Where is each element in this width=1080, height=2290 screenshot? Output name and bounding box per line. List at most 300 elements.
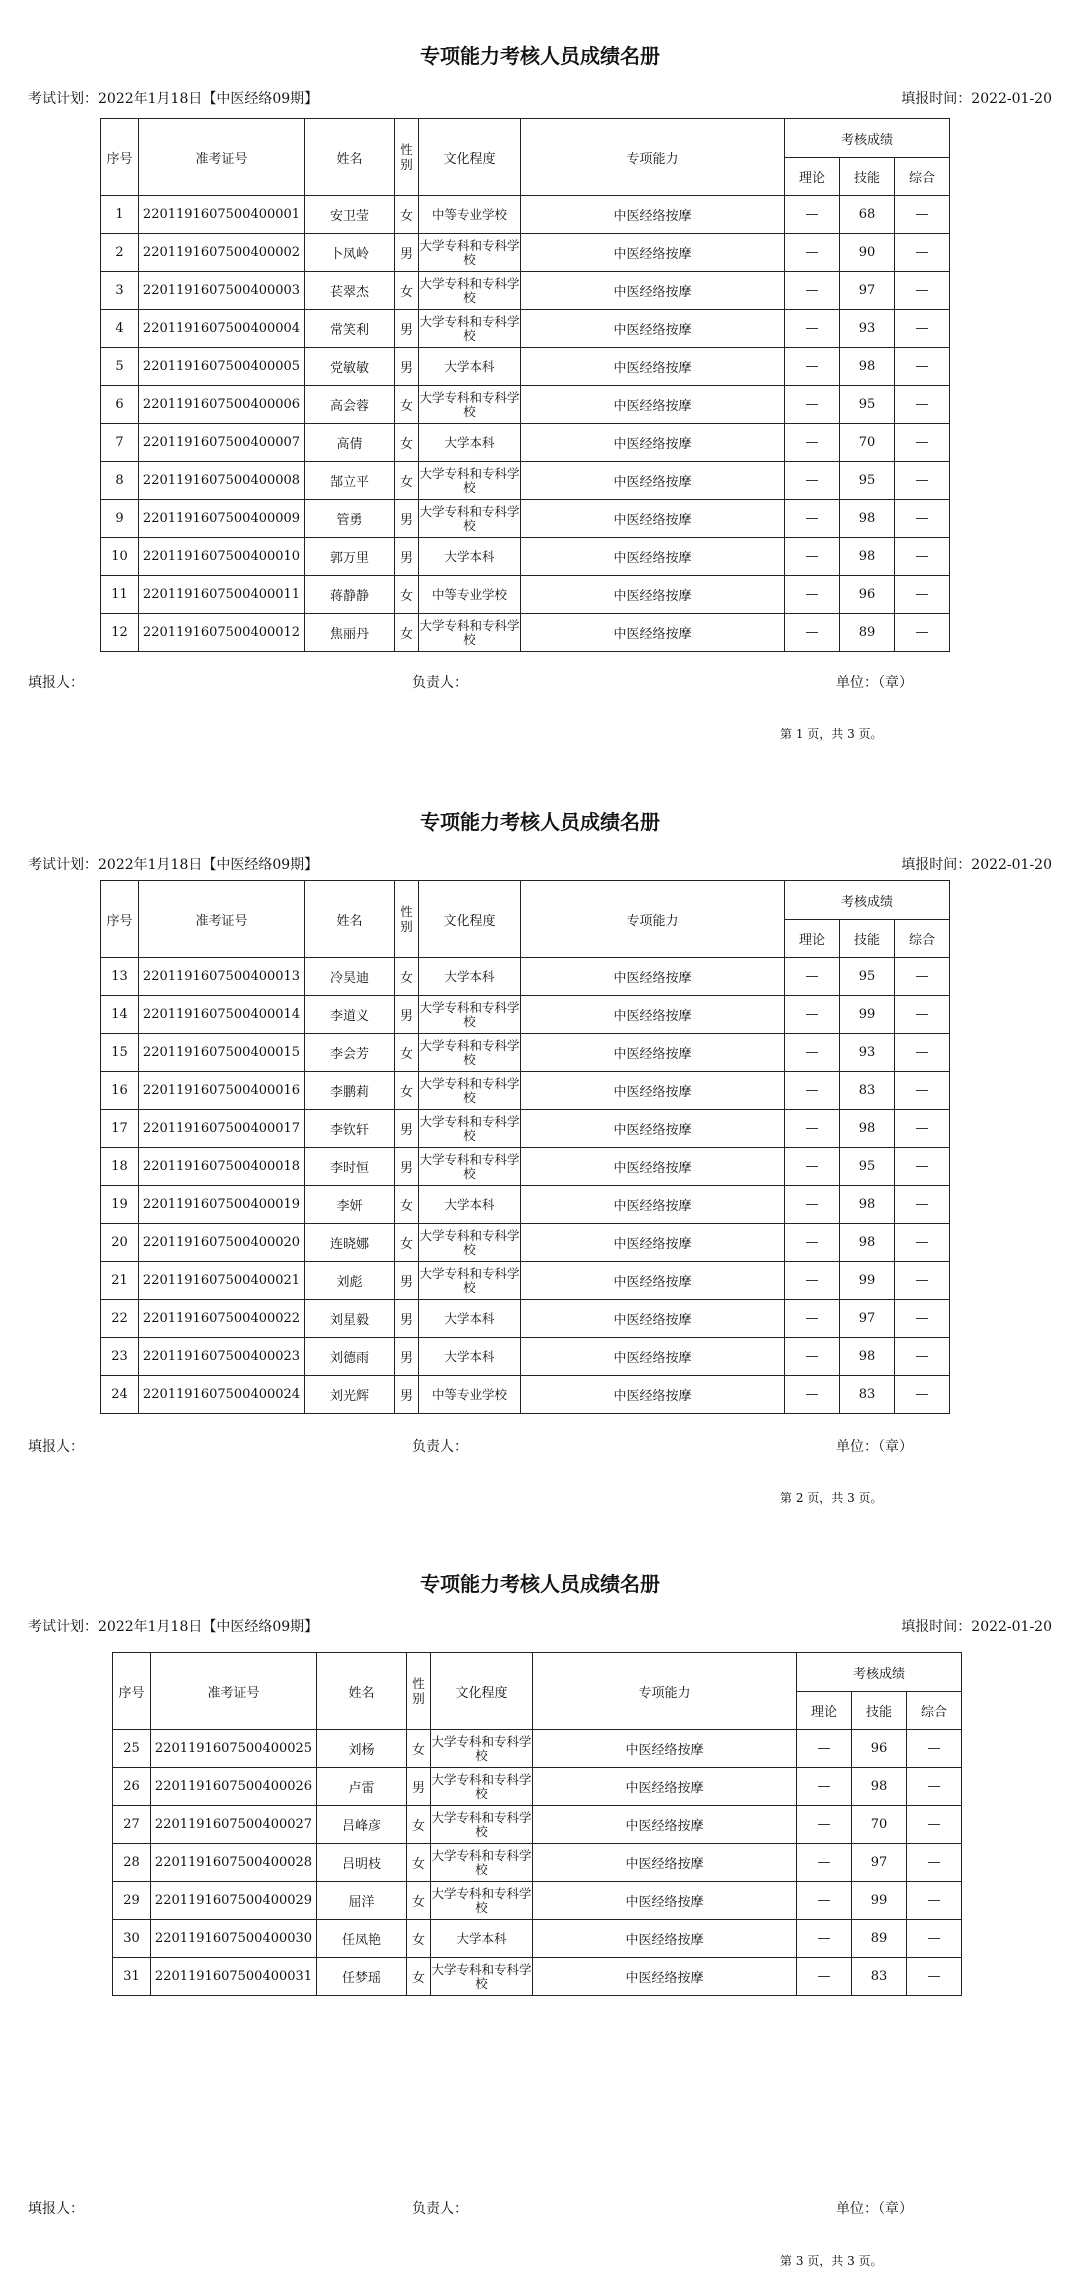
cell-practice: 83	[840, 1072, 895, 1110]
page-title: 专项能力考核人员成绩名册	[420, 810, 660, 834]
exam-plan-label: 考试计划：2022年1月18日【中医经络09期】	[28, 1619, 319, 1635]
cell-theory: —	[785, 1262, 840, 1300]
cell-theory: —	[785, 958, 840, 996]
cell-name: 李会芳	[305, 1034, 395, 1072]
table-row	[113, 1844, 962, 1882]
cell-theory: —	[785, 1072, 840, 1110]
cell-comprehensive: —	[895, 500, 950, 538]
cell-education: 大学专科和专科学校	[419, 234, 521, 272]
cell-practice: 95	[840, 386, 895, 424]
cell-gender: 女	[407, 1730, 431, 1768]
cell-theory: —	[785, 234, 840, 272]
header-education: 文化程度	[419, 119, 521, 196]
table-row	[101, 234, 950, 272]
cell-gender: 女	[407, 1958, 431, 1996]
header-name: 姓名	[305, 881, 395, 958]
cell-ticket: 2201191607500400024	[139, 1376, 305, 1414]
cell-skill: 中医经络按摩	[521, 1224, 785, 1262]
cell-practice: 99	[840, 996, 895, 1034]
cell-practice: 98	[840, 538, 895, 576]
cell-seq: 1	[101, 196, 139, 234]
table-row	[101, 1338, 950, 1376]
header-practice: 技能	[840, 158, 895, 196]
cell-name: 苌翠杰	[305, 272, 395, 310]
cell-seq: 8	[101, 462, 139, 500]
cell-theory: —	[785, 1148, 840, 1186]
cell-name: 李钦轩	[305, 1110, 395, 1148]
table-row	[113, 1730, 962, 1768]
cell-skill: 中医经络按摩	[521, 424, 785, 462]
cell-skill: 中医经络按摩	[521, 614, 785, 652]
cell-skill: 中医经络按摩	[521, 996, 785, 1034]
cell-education: 大学专科和专科学校	[419, 1034, 521, 1072]
cell-skill: 中医经络按摩	[521, 1186, 785, 1224]
cell-gender: 男	[407, 1768, 431, 1806]
cell-gender: 女	[395, 462, 419, 500]
cell-education: 大学专科和专科学校	[419, 272, 521, 310]
cell-comprehensive: —	[895, 996, 950, 1034]
cell-comprehensive: —	[907, 1730, 962, 1768]
header-gender: 性别	[395, 119, 419, 196]
cell-comprehensive: —	[895, 462, 950, 500]
cell-name: 连晓娜	[305, 1224, 395, 1262]
cell-comprehensive: —	[907, 1882, 962, 1920]
cell-comprehensive: —	[895, 576, 950, 614]
cell-theory: —	[785, 576, 840, 614]
cell-education: 大学专科和专科学校	[431, 1730, 533, 1768]
cell-education: 大学专科和专科学校	[419, 1224, 521, 1262]
cell-gender: 男	[395, 234, 419, 272]
cell-name: 卜凤岭	[305, 234, 395, 272]
cell-education: 大学专科和专科学校	[419, 1148, 521, 1186]
cell-education: 大学专科和专科学校	[431, 1806, 533, 1844]
cell-theory: —	[785, 1186, 840, 1224]
cell-name: 任梦瑶	[317, 1958, 407, 1996]
header-theory: 理论	[785, 158, 840, 196]
cell-gender: 男	[395, 1262, 419, 1300]
cell-practice: 98	[840, 1110, 895, 1148]
cell-education: 大学专科和专科学校	[419, 1110, 521, 1148]
footer-filler: 填报人：	[28, 675, 84, 691]
cell-skill: 中医经络按摩	[533, 1768, 797, 1806]
header-skill: 专项能力	[521, 119, 785, 196]
cell-seq: 3	[101, 272, 139, 310]
cell-comprehensive: —	[895, 1262, 950, 1300]
cell-name: 冷昊迪	[305, 958, 395, 996]
cell-education: 大学专科和专科学校	[431, 1958, 533, 1996]
table-row	[101, 196, 950, 234]
cell-education: 大学专科和专科学校	[431, 1882, 533, 1920]
header-gender: 性别	[395, 881, 419, 958]
cell-education: 大学专科和专科学校	[419, 1262, 521, 1300]
cell-theory: —	[797, 1806, 852, 1844]
cell-education: 大学本科	[419, 1338, 521, 1376]
cell-skill: 中医经络按摩	[521, 310, 785, 348]
cell-seq: 22	[101, 1300, 139, 1338]
cell-seq: 18	[101, 1148, 139, 1186]
cell-name: 郭万里	[305, 538, 395, 576]
cell-practice: 70	[852, 1806, 907, 1844]
cell-theory: —	[785, 500, 840, 538]
table-row	[101, 1186, 950, 1224]
cell-skill: 中医经络按摩	[521, 386, 785, 424]
cell-practice: 98	[852, 1768, 907, 1806]
cell-name: 李道义	[305, 996, 395, 1034]
cell-gender: 女	[395, 386, 419, 424]
table-row	[113, 1958, 962, 1996]
table-row	[101, 996, 950, 1034]
cell-seq: 2	[101, 234, 139, 272]
exam-plan-label: 考试计划：2022年1月18日【中医经络09期】	[28, 857, 319, 873]
cell-theory: —	[785, 196, 840, 234]
cell-name: 吕峰彦	[317, 1806, 407, 1844]
cell-name: 卢雷	[317, 1768, 407, 1806]
cell-theory: —	[785, 1300, 840, 1338]
cell-comprehensive: —	[895, 386, 950, 424]
cell-theory: —	[785, 1224, 840, 1262]
cell-comprehensive: —	[895, 1072, 950, 1110]
cell-comprehensive: —	[895, 1148, 950, 1186]
cell-name: 蒋静静	[305, 576, 395, 614]
cell-comprehensive: —	[895, 538, 950, 576]
cell-ticket: 2201191607500400025	[151, 1730, 317, 1768]
cell-ticket: 2201191607500400016	[139, 1072, 305, 1110]
cell-education: 大学专科和专科学校	[431, 1844, 533, 1882]
cell-seq: 19	[101, 1186, 139, 1224]
header-scores: 考核成绩	[785, 119, 950, 158]
table-row	[101, 538, 950, 576]
cell-ticket: 2201191607500400008	[139, 462, 305, 500]
header-education: 文化程度	[419, 881, 521, 958]
table-row	[101, 614, 950, 652]
cell-practice: 95	[840, 1148, 895, 1186]
header-ticket: 准考证号	[139, 881, 305, 958]
cell-theory: —	[785, 614, 840, 652]
cell-seq: 21	[101, 1262, 139, 1300]
cell-gender: 女	[395, 614, 419, 652]
cell-theory: —	[797, 1844, 852, 1882]
cell-skill: 中医经络按摩	[521, 1148, 785, 1186]
header-name: 姓名	[317, 1653, 407, 1730]
cell-education: 大学专科和专科学校	[419, 386, 521, 424]
cell-ticket: 2201191607500400004	[139, 310, 305, 348]
cell-skill: 中医经络按摩	[533, 1920, 797, 1958]
cell-theory: —	[797, 1958, 852, 1996]
cell-seq: 16	[101, 1072, 139, 1110]
cell-name: 刘星毅	[305, 1300, 395, 1338]
cell-gender: 男	[395, 1110, 419, 1148]
cell-name: 郜立平	[305, 462, 395, 500]
header-skill: 专项能力	[521, 881, 785, 958]
cell-ticket: 2201191607500400022	[139, 1300, 305, 1338]
cell-education: 大学专科和专科学校	[419, 614, 521, 652]
cell-gender: 男	[395, 1376, 419, 1414]
header-practice: 技能	[852, 1692, 907, 1730]
cell-skill: 中医经络按摩	[521, 576, 785, 614]
cell-seq: 25	[113, 1730, 151, 1768]
table-row	[113, 1920, 962, 1958]
cell-theory: —	[785, 1338, 840, 1376]
cell-seq: 24	[101, 1376, 139, 1414]
cell-ticket: 2201191607500400015	[139, 1034, 305, 1072]
table-row	[101, 1300, 950, 1338]
cell-seq: 27	[113, 1806, 151, 1844]
header-seq: 序号	[101, 881, 139, 958]
cell-comprehensive: —	[895, 1034, 950, 1072]
cell-practice: 98	[840, 500, 895, 538]
cell-comprehensive: —	[907, 1768, 962, 1806]
header-scores: 考核成绩	[785, 881, 950, 920]
table-row	[101, 462, 950, 500]
cell-theory: —	[785, 348, 840, 386]
results-table	[100, 880, 950, 1414]
cell-comprehensive: —	[907, 1806, 962, 1844]
cell-skill: 中医经络按摩	[521, 1300, 785, 1338]
cell-gender: 女	[395, 272, 419, 310]
table-row	[101, 348, 950, 386]
cell-comprehensive: —	[895, 1110, 950, 1148]
cell-comprehensive: —	[895, 1224, 950, 1262]
cell-education: 大学专科和专科学校	[419, 310, 521, 348]
cell-ticket: 2201191607500400030	[151, 1920, 317, 1958]
cell-ticket: 2201191607500400010	[139, 538, 305, 576]
cell-ticket: 2201191607500400026	[151, 1768, 317, 1806]
cell-name: 管勇	[305, 500, 395, 538]
cell-gender: 女	[395, 1034, 419, 1072]
cell-name: 李鹏莉	[305, 1072, 395, 1110]
cell-practice: 83	[840, 1376, 895, 1414]
page-number: 第 3 页，共 3 页。	[780, 2254, 883, 2268]
cell-skill: 中医经络按摩	[521, 1034, 785, 1072]
footer-responsible: 负责人：	[412, 2201, 468, 2217]
header-comprehensive: 综合	[907, 1692, 962, 1730]
footer-unit: 单位：（章）	[836, 675, 913, 691]
cell-education: 中等专业学校	[419, 1376, 521, 1414]
cell-gender: 女	[407, 1844, 431, 1882]
table-row	[101, 1224, 950, 1262]
cell-ticket: 2201191607500400002	[139, 234, 305, 272]
cell-education: 大学专科和专科学校	[419, 500, 521, 538]
header-skill: 专项能力	[533, 1653, 797, 1730]
cell-skill: 中医经络按摩	[521, 272, 785, 310]
cell-practice: 93	[840, 310, 895, 348]
cell-skill: 中医经络按摩	[533, 1882, 797, 1920]
cell-ticket: 2201191607500400003	[139, 272, 305, 310]
cell-theory: —	[785, 310, 840, 348]
table-row	[101, 1110, 950, 1148]
page-number: 第 1 页，共 3 页。	[780, 727, 883, 741]
header-theory: 理论	[797, 1692, 852, 1730]
cell-ticket: 2201191607500400001	[139, 196, 305, 234]
cell-skill: 中医经络按摩	[521, 348, 785, 386]
table-row	[101, 1072, 950, 1110]
cell-ticket: 2201191607500400027	[151, 1806, 317, 1844]
cell-comprehensive: —	[895, 1338, 950, 1376]
cell-seq: 4	[101, 310, 139, 348]
cell-gender: 女	[395, 424, 419, 462]
cell-gender: 男	[395, 348, 419, 386]
cell-gender: 男	[395, 500, 419, 538]
cell-education: 大学专科和专科学校	[419, 462, 521, 500]
header-practice: 技能	[840, 920, 895, 958]
cell-theory: —	[797, 1768, 852, 1806]
page-2	[0, 764, 1080, 1524]
cell-ticket: 2201191607500400023	[139, 1338, 305, 1376]
cell-skill: 中医经络按摩	[521, 462, 785, 500]
cell-comprehensive: —	[895, 348, 950, 386]
cell-seq: 29	[113, 1882, 151, 1920]
cell-skill: 中医经络按摩	[521, 196, 785, 234]
cell-ticket: 2201191607500400020	[139, 1224, 305, 1262]
cell-ticket: 2201191607500400013	[139, 958, 305, 996]
cell-name: 刘光辉	[305, 1376, 395, 1414]
cell-seq: 17	[101, 1110, 139, 1148]
cell-seq: 6	[101, 386, 139, 424]
cell-gender: 女	[395, 1186, 419, 1224]
cell-practice: 98	[840, 1338, 895, 1376]
cell-theory: —	[797, 1882, 852, 1920]
cell-seq: 7	[101, 424, 139, 462]
cell-gender: 女	[407, 1920, 431, 1958]
cell-name: 吕明枝	[317, 1844, 407, 1882]
footer-unit: 单位：（章）	[836, 2201, 913, 2217]
cell-name: 焦丽丹	[305, 614, 395, 652]
cell-practice: 97	[852, 1844, 907, 1882]
header-gender: 性别	[407, 1653, 431, 1730]
page-title: 专项能力考核人员成绩名册	[420, 1572, 660, 1596]
header-seq: 序号	[113, 1653, 151, 1730]
cell-theory: —	[785, 996, 840, 1034]
cell-ticket: 2201191607500400009	[139, 500, 305, 538]
fill-time-label: 填报时间：2022-01-20	[901, 1619, 1052, 1635]
table-row	[101, 500, 950, 538]
cell-practice: 95	[840, 958, 895, 996]
fill-time-label: 填报时间：2022-01-20	[901, 857, 1052, 873]
cell-name: 任凤艳	[317, 1920, 407, 1958]
cell-name: 刘彪	[305, 1262, 395, 1300]
footer-filler: 填报人：	[28, 2201, 84, 2217]
cell-name: 李时恒	[305, 1148, 395, 1186]
cell-comprehensive: —	[895, 272, 950, 310]
cell-name: 李妍	[305, 1186, 395, 1224]
cell-gender: 男	[395, 996, 419, 1034]
cell-comprehensive: —	[907, 1920, 962, 1958]
cell-comprehensive: —	[907, 1844, 962, 1882]
page-1	[0, 0, 1080, 760]
cell-gender: 女	[407, 1882, 431, 1920]
cell-skill: 中医经络按摩	[533, 1958, 797, 1996]
cell-name: 党敏敏	[305, 348, 395, 386]
footer-responsible: 负责人：	[412, 675, 468, 691]
cell-practice: 96	[852, 1730, 907, 1768]
cell-practice: 83	[852, 1958, 907, 1996]
cell-education: 大学本科	[431, 1920, 533, 1958]
cell-practice: 95	[840, 462, 895, 500]
table-row	[101, 958, 950, 996]
cell-ticket: 2201191607500400018	[139, 1148, 305, 1186]
header-scores: 考核成绩	[797, 1653, 962, 1692]
cell-education: 大学本科	[419, 958, 521, 996]
cell-theory: —	[797, 1920, 852, 1958]
results-table	[100, 118, 950, 652]
cell-practice: 89	[840, 614, 895, 652]
exam-plan-label: 考试计划：2022年1月18日【中医经络09期】	[28, 91, 319, 107]
page-number: 第 2 页，共 3 页。	[780, 1491, 883, 1505]
cell-ticket: 2201191607500400019	[139, 1186, 305, 1224]
cell-skill: 中医经络按摩	[521, 1376, 785, 1414]
cell-seq: 23	[101, 1338, 139, 1376]
cell-seq: 15	[101, 1034, 139, 1072]
header-comprehensive: 综合	[895, 158, 950, 196]
cell-gender: 女	[395, 576, 419, 614]
cell-name: 刘德雨	[305, 1338, 395, 1376]
cell-seq: 26	[113, 1768, 151, 1806]
cell-practice: 89	[852, 1920, 907, 1958]
header-seq: 序号	[101, 119, 139, 196]
page-title: 专项能力考核人员成绩名册	[420, 44, 660, 68]
cell-skill: 中医经络按摩	[533, 1730, 797, 1768]
cell-ticket: 2201191607500400014	[139, 996, 305, 1034]
cell-comprehensive: —	[895, 1376, 950, 1414]
cell-seq: 20	[101, 1224, 139, 1262]
cell-seq: 31	[113, 1958, 151, 1996]
footer-unit: 单位：（章）	[836, 1439, 913, 1455]
cell-practice: 98	[840, 1224, 895, 1262]
header-ticket: 准考证号	[151, 1653, 317, 1730]
cell-practice: 97	[840, 272, 895, 310]
cell-name: 高倩	[305, 424, 395, 462]
cell-education: 大学本科	[419, 1300, 521, 1338]
cell-gender: 女	[407, 1806, 431, 1844]
header-ticket: 准考证号	[139, 119, 305, 196]
table-row	[101, 1034, 950, 1072]
cell-education: 大学本科	[419, 1186, 521, 1224]
cell-practice: 68	[840, 196, 895, 234]
cell-practice: 98	[840, 348, 895, 386]
cell-skill: 中医经络按摩	[521, 1072, 785, 1110]
cell-gender: 女	[395, 958, 419, 996]
table-row	[101, 576, 950, 614]
cell-theory: —	[785, 462, 840, 500]
cell-comprehensive: —	[907, 1958, 962, 1996]
cell-practice: 99	[852, 1882, 907, 1920]
cell-skill: 中医经络按摩	[521, 234, 785, 272]
cell-practice: 98	[840, 1186, 895, 1224]
cell-skill: 中医经络按摩	[533, 1844, 797, 1882]
table-row	[101, 424, 950, 462]
cell-gender: 男	[395, 1300, 419, 1338]
cell-comprehensive: —	[895, 234, 950, 272]
cell-name: 刘杨	[317, 1730, 407, 1768]
cell-comprehensive: —	[895, 196, 950, 234]
cell-gender: 女	[395, 1224, 419, 1262]
fill-time-label: 填报时间：2022-01-20	[901, 91, 1052, 107]
table-row	[101, 1376, 950, 1414]
cell-theory: —	[785, 538, 840, 576]
cell-seq: 28	[113, 1844, 151, 1882]
cell-theory: —	[785, 1110, 840, 1148]
cell-seq: 11	[101, 576, 139, 614]
cell-skill: 中医经络按摩	[521, 538, 785, 576]
cell-seq: 14	[101, 996, 139, 1034]
cell-name: 高会蓉	[305, 386, 395, 424]
cell-name: 屈洋	[317, 1882, 407, 1920]
page-3	[0, 1528, 1080, 2288]
cell-ticket: 2201191607500400031	[151, 1958, 317, 1996]
cell-gender: 男	[395, 1148, 419, 1186]
cell-skill: 中医经络按摩	[521, 958, 785, 996]
cell-comprehensive: —	[895, 958, 950, 996]
